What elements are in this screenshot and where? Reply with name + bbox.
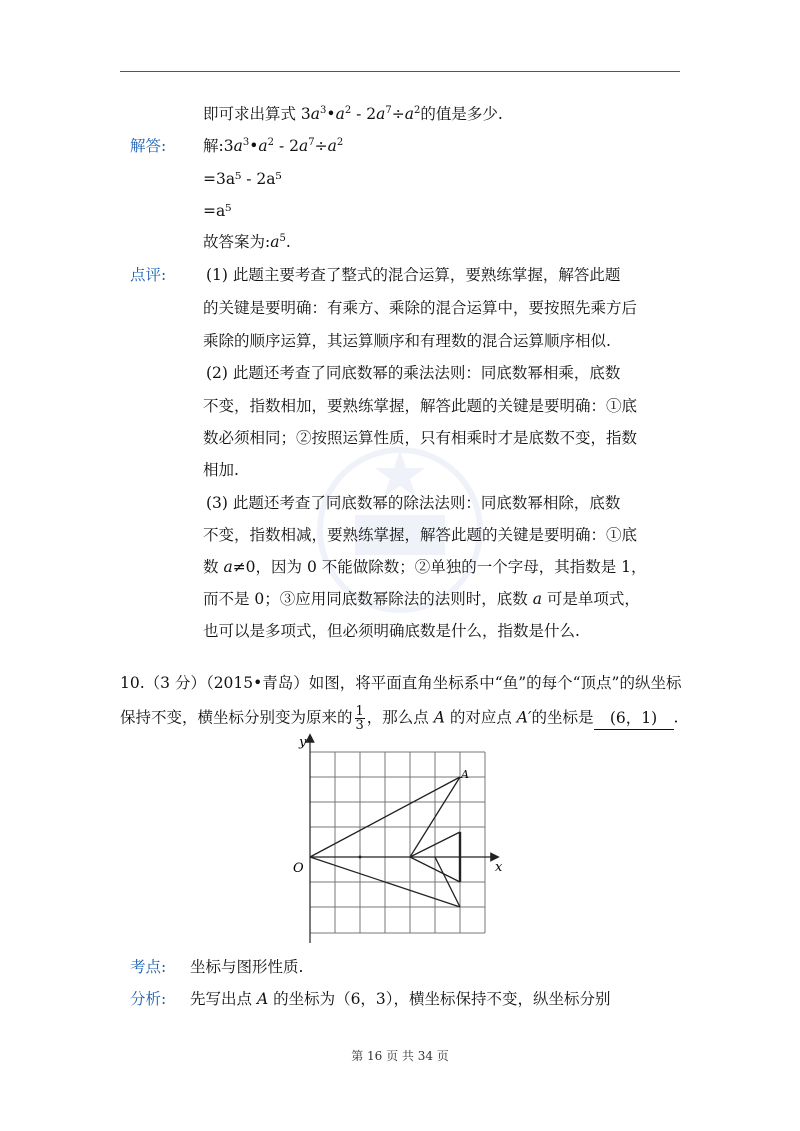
fraction-one-third: $\frac{1}{3}$ [355, 704, 364, 733]
comment-line-5: 不变，指数相加，要熟练掌握，解答此题的关键是要明确：①底 [203, 397, 638, 415]
comment-line-3: 乘除的顺序运算，其运算顺序和有理数的混合运算顺序相似. [203, 332, 611, 350]
question-line-1: 10.（3 分）（2015•青岛）如图，将平面直角坐标系中“鱼”的每个“顶点”的纵坐标 [120, 674, 682, 692]
header-rule [120, 71, 680, 72]
solution-label: 解答: [130, 137, 167, 155]
comment-label: 点评: [130, 266, 167, 284]
comment-line-6: 数必须相同；②按照运算性质，只有相乘时才是底数不变，指数 [203, 429, 638, 447]
point-a-label: A [461, 768, 469, 781]
solution-final: 故答案为$:a^5$. [203, 233, 291, 251]
comment-line-4: (2) 此题还考查了同底数幂的乘法法则：同底数幂相乘，底数 [206, 364, 621, 382]
x-axis-label: x [495, 860, 503, 875]
fish-eye [359, 856, 362, 859]
question-line-2: 保持不变，横坐标分别变为原来的 $\frac{1}{3}$ ，那么点 A 的对应点 A′的坐标是 (6，1) . [120, 704, 679, 733]
y-axis-label: y [299, 735, 307, 750]
prev-question-line: 即可求出算式 $3a^3•a^2 - 2a^7\div a^2$的值是多少. [203, 105, 503, 123]
answer-blank: (6，1) [594, 707, 674, 730]
comment-line-8: (3) 此题还考查了同底数幂的除法法则：同底数幂相除，底数 [206, 494, 621, 512]
page-footer: 第 16 页 共 34 页 [351, 1049, 449, 1063]
comment-line-9: 不变，指数相减，要熟练掌握，解答此题的关键是要明确：①底 [203, 526, 638, 544]
comment-line-12: 也可以是多项式，但必须明确底数是什么，指数是什么. [203, 622, 580, 640]
solution-step1: 解$:3a^3•a^2 - 2a^7\div a^2$ [203, 137, 344, 155]
fenxi-label: 分析: [130, 990, 167, 1008]
kaodian-text: 坐标与图形性质. [190, 958, 304, 976]
origin-label: O [293, 861, 304, 876]
fenxi-text: 先写出点 A 的坐标为（6，3），横坐标保持不变，纵坐标分别 [190, 990, 611, 1008]
solution-step3: =a⁵ [203, 202, 232, 220]
fish-figure [285, 730, 515, 955]
comment-line-1: (1) 此题主要考查了整式的混合运算，要熟练掌握，解答此题 [206, 266, 621, 284]
comment-line-2: 的关键是要明确：有乘方、乘除的混合运算中，要按照先乘方后 [203, 299, 638, 317]
comment-line-7: 相加. [203, 461, 239, 479]
kaodian-label: 考点: [130, 958, 167, 976]
solution-step2: =3a⁵ - 2a⁵ [203, 170, 282, 188]
comment-line-11: 而不是 0；③应用同底数幂除法的法则时，底数 a 可是单项式， [203, 590, 640, 608]
comment-line-10: 数 a≠0，因为 0 不能做除数；②单独的一个字母，其指数是 1， [203, 558, 647, 576]
